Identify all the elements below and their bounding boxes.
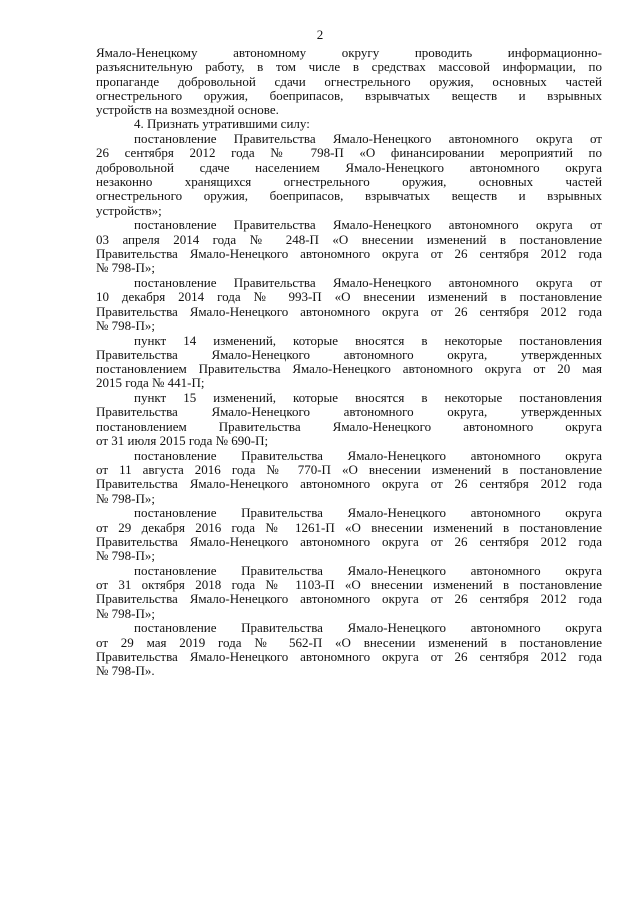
intro-paragraph [96, 46, 602, 117]
text-line: постановлением Правительства Ямало-Ненецкого автономного округа от 20 мая [96, 362, 602, 377]
text-line: постановлением Правительства Ямало-Ненецкого автономного округа [96, 419, 602, 434]
repealed-item [96, 276, 602, 333]
text-line: огнестрельного оружия, боеприпасов, взрывчатых веществ и взрывных [96, 189, 602, 204]
text-line: Правительства Ямало-Ненецкого автономного округа, утвержденных [96, 405, 602, 420]
text-line: Правительства Ямало-Ненецкого автономного округа от 26 сентября 2012 года [96, 246, 602, 261]
text-line: незаконно хранящихся огнестрельного оружия, основных частей [96, 175, 602, 190]
text-line: Ямало-Ненецкому автономному округу проводить информационно- [96, 46, 602, 60]
text-line: Правительства Ямало-Ненецкого автономного округа от 26 сентября 2012 года [96, 304, 602, 319]
text-line: от 31 октября 2018 года № 1103-П «О внесении изменений в постановление [96, 578, 602, 593]
text-line: устройств на возмездной основе. [96, 103, 279, 118]
text-line: от 31 июля 2015 года № 690-П; [96, 433, 269, 448]
repealed-item [96, 391, 602, 448]
text-line: постановление Правительства Ямало-Ненецкого автономного округа [134, 448, 602, 463]
text-line: Правительства Ямало-Ненецкого автономного округа от 26 сентября 2012 года [96, 649, 602, 664]
text-line: 10 декабря 2014 года № 993-П «О внесении изменений в постановление [96, 290, 602, 305]
text-line: № 798-П»; [96, 318, 155, 333]
text-line: № 798-П». [96, 664, 155, 679]
text-line: № 798-П»; [96, 491, 155, 506]
text-line: 26 сентября 2012 года № 798-П «О финансировании мероприятий по [96, 146, 602, 161]
text-line: огнестрельного оружия, боеприпасов, взрывчатых веществ и взрывных [96, 88, 602, 103]
text-line: добровольной сдаче населением Ямало-Ненецкого автономного округа [96, 160, 602, 175]
document-body [96, 46, 602, 679]
text-line: постановление Правительства Ямало-Ненецкого автономного округа [134, 621, 602, 636]
repealed-item [96, 506, 602, 563]
text-line: устройств»; [96, 203, 162, 218]
text-line: № 798-П»; [96, 261, 155, 276]
text-line: пункт 14 изменений, которые вносятся в некоторые постановления [134, 333, 602, 348]
text-line: постановление Правительства Ямало-Ненецкого автономного округа [134, 506, 602, 521]
text-line: Правительства Ямало-Ненецкого автономного округа, утвержденных [96, 347, 602, 362]
text-line: постановление Правительства Ямало-Ненецкого автономного округа от [134, 218, 602, 233]
text-line: постановление Правительства Ямало-Ненецкого автономного округа от [134, 275, 602, 290]
repealed-item [96, 132, 602, 218]
text-line: пропаганде добровольной сдачи огнестрельного оружия, основных частей [96, 74, 602, 89]
text-line: постановление Правительства Ямало-Ненецкого автономного округа от [134, 132, 602, 147]
text-line: от 29 декабря 2016 года № 1261-П «О внесении изменений в постановление [96, 520, 602, 535]
text-line: 03 апреля 2014 года № 248-П «О внесении изменений в постановление [96, 232, 602, 247]
section-4-heading: 4. Признать утратившими силу: [134, 117, 310, 132]
repealed-item [96, 621, 602, 678]
text-line: 2015 года № 441-П; [96, 376, 205, 391]
text-line: № 798-П»; [96, 606, 155, 621]
text-line: от 29 мая 2019 года № 562-П «О внесении изменений в постановление [96, 635, 602, 650]
repealed-item [96, 564, 602, 621]
repealed-item [96, 449, 602, 506]
text-line: № 798-П»; [96, 549, 155, 564]
text-line: постановление Правительства Ямало-Ненецкого автономного округа [134, 563, 602, 578]
text-line: Правительства Ямало-Ненецкого автономного округа от 26 сентября 2012 года [96, 592, 602, 607]
repealed-item [96, 334, 602, 391]
page-number: 2 [316, 27, 324, 42]
text-line: Правительства Ямало-Ненецкого автономного округа от 26 сентября 2012 года [96, 477, 602, 492]
text-line: пункт 15 изменений, которые вносятся в некоторые постановления [134, 391, 602, 406]
text-line: от 11 августа 2016 года № 770-П «О внесении изменений в постановление [96, 462, 602, 477]
text-line: Правительства Ямало-Ненецкого автономного округа от 26 сентября 2012 года [96, 534, 602, 549]
text-line: разъяснительную работу, в том числе в средствах массовой информации, по [96, 60, 602, 75]
repealed-item [96, 218, 602, 275]
